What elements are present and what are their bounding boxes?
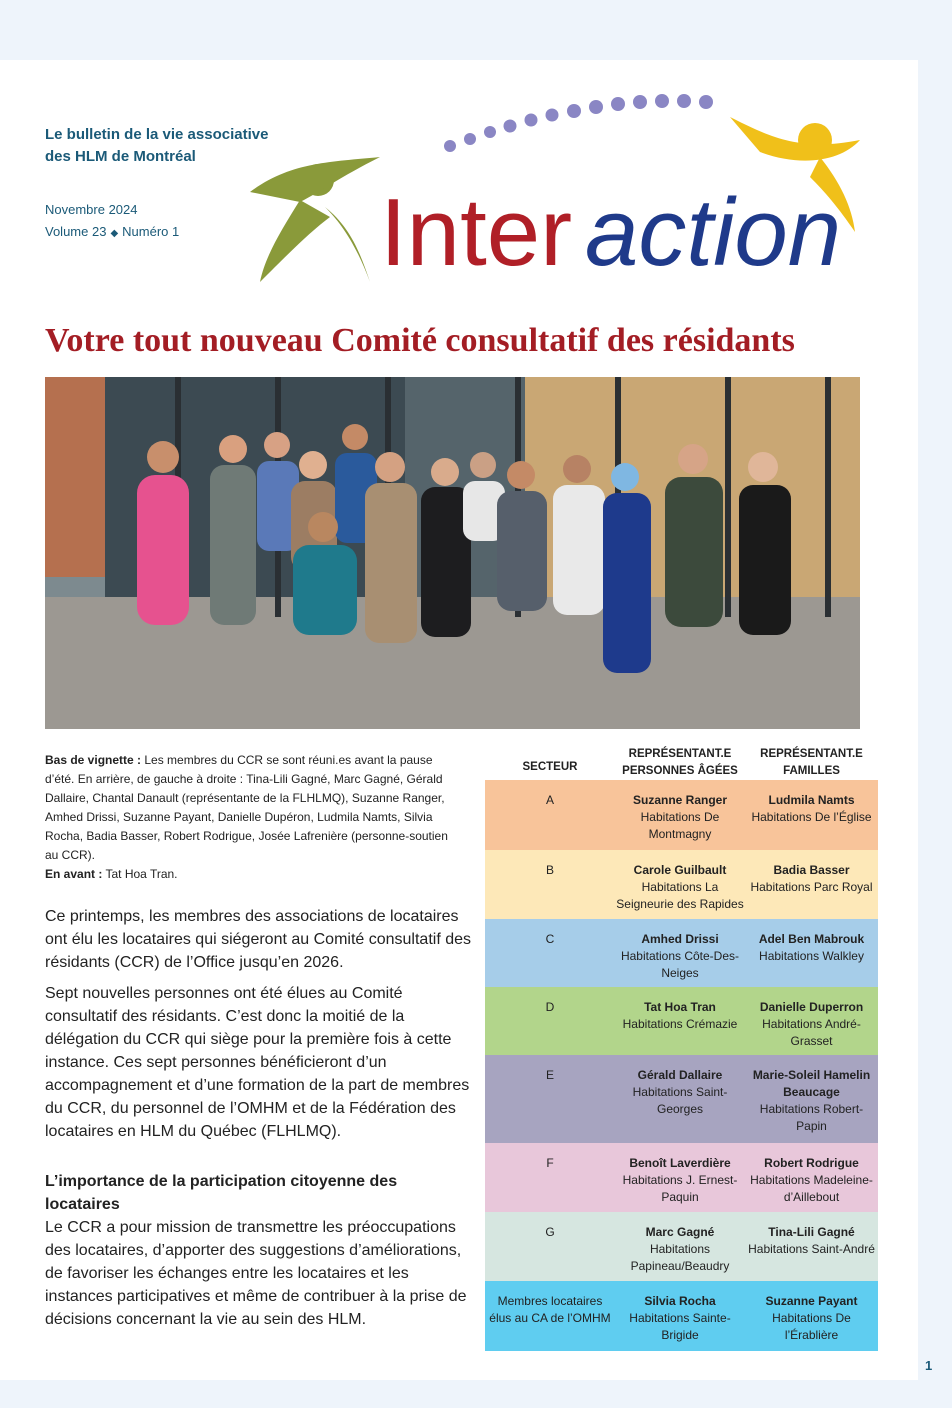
elderly-rep-cell — [615, 792, 745, 843]
caption-label: Bas de vignette : — [45, 753, 142, 767]
sector-label: E — [545, 1068, 554, 1082]
family-rep-name: Ludmila Namts — [768, 793, 855, 807]
table-row — [485, 1143, 878, 1212]
family-rep-name: Badia Basser — [773, 863, 850, 877]
elderly-rep-place: Habitations Sainte-Brigide — [629, 1311, 731, 1342]
elderly-rep-name: Silvia Rocha — [644, 1294, 716, 1308]
family-rep-name: Suzanne Payant — [765, 1294, 858, 1308]
table-body — [485, 780, 878, 1351]
article-subheading: L’importance de la participation citoyenne des locataires — [45, 1173, 398, 1213]
family-rep-place: Habitations De l’Érablière — [772, 1311, 851, 1342]
elderly-rep-name: Carole Guilbault — [633, 863, 727, 877]
caption-front-text: Tat Hoa Tran. — [102, 867, 178, 881]
elderly-rep-cell — [615, 1224, 745, 1275]
family-rep-cell — [745, 931, 878, 965]
family-rep-place: Habitations Walkley — [759, 949, 864, 963]
elderly-rep-name: Amhed Drissi — [641, 932, 719, 946]
sector-cell — [485, 1067, 615, 1084]
elderly-rep-cell — [615, 1293, 745, 1344]
elderly-rep-cell — [615, 931, 745, 982]
elderly-rep-place: Habitations La Seigneurie des Rapides — [616, 880, 744, 911]
sector-label: D — [545, 1000, 555, 1014]
number-label: Numéro 1 — [122, 224, 180, 239]
page-number: 1 — [925, 1358, 933, 1373]
sector-label: C — [545, 932, 555, 946]
table-row — [485, 1055, 878, 1143]
sector-cell — [485, 931, 615, 948]
table-header-row — [485, 740, 878, 780]
family-rep-cell — [745, 792, 878, 826]
family-rep-name: Adel Ben Mabrouk — [758, 932, 865, 946]
header-elderly-line-1: REPRÉSENTANT.E — [628, 748, 732, 760]
family-rep-place: Habitations Parc Royal — [750, 880, 873, 894]
elderly-rep-place: Habitations Papineau/Beaudry — [630, 1242, 730, 1273]
family-rep-place: Habitations Robert-Papin — [759, 1102, 864, 1133]
elderly-rep-name: Benoît Laverdière — [629, 1156, 731, 1170]
family-rep-cell — [745, 862, 878, 896]
table-row — [485, 1281, 878, 1351]
caption-text: Les membres du CCR se sont réuni.es avant la pause d’été. En arrière, de gauche à droite : Tina-Lili Gagné, Marc Gagné, Gérald Dallaire, Chantal Danault (représentante de la FLHLMQ), Suzanne Ranger, Amhed Drissi, Suzanne Payant, Danielle Dupéron, Ludmila Namts, Silvia Rocha, Badia Basser, Robert Rodrigue, Josée Lafrenière (personne-soutien au CCR). — [45, 753, 448, 862]
header-family-line-2: FAMILLES — [783, 765, 840, 777]
family-rep-cell — [745, 1067, 878, 1135]
elderly-rep-cell — [615, 1067, 745, 1118]
sector-cell — [485, 1293, 615, 1327]
logo-word-action: action — [585, 179, 842, 286]
logo-dots-arc — [444, 94, 713, 152]
elderly-rep-place: Habitations Saint-Georges — [632, 1085, 728, 1116]
caption-front-label: En avant : — [45, 867, 103, 881]
family-rep-name: Danielle Duperron — [759, 1000, 864, 1014]
issue-date: Novembre 2024 — [45, 202, 138, 217]
tagline-line-1: Le bulletin de la vie associative — [45, 126, 269, 143]
header-family-line-1: REPRÉSENTANT.E — [760, 748, 863, 760]
family-rep-cell — [745, 1224, 878, 1258]
elderly-rep-place: Habitations De Montmagny — [640, 810, 720, 841]
header-elderly — [615, 746, 745, 780]
elderly-rep-cell — [615, 862, 745, 913]
sector-label: Membres locataires élus au CA de l’OMHM — [489, 1294, 611, 1325]
sector-cell — [485, 1155, 615, 1172]
sector-cell — [485, 792, 615, 809]
elderly-rep-place: Habitations J. Ernest-Paquin — [622, 1173, 738, 1204]
family-rep-name: Robert Rodrigue — [764, 1156, 859, 1170]
elderly-rep-place: Habitations Côte-Des-Neiges — [620, 949, 740, 980]
group-photo — [45, 377, 860, 729]
article-paragraph-1: Ce printemps, les membres des associations de locataires ont élu les locataires qui siégeront au Comité consultatif des résidants (CCR) de l’Office jusqu’en 2026. — [45, 908, 472, 971]
family-rep-name: Tina-Lili Gagné — [768, 1225, 855, 1239]
logo-green-figure — [250, 157, 380, 282]
family-rep-place: Habitations Madeleine-d’Aillebout — [750, 1173, 873, 1204]
elderly-rep-place: Habitations Crémazie — [622, 1017, 738, 1031]
header-elderly-line-2: PERSONNES ÂGÉES — [622, 765, 738, 777]
diamond-separator-icon: ◆ — [110, 228, 119, 239]
family-rep-name: Marie-Soleil Hamelin Beaucage — [752, 1068, 871, 1099]
logo-word-inter: Inter — [380, 179, 573, 286]
interaction-logo — [240, 82, 880, 292]
article-paragraph-2: Sept nouvelles personnes ont été élues au Comité consultatif des résidants. C’est donc la moitié de la délégation du CCR qui siège pour la première fois à cette instance. Ces sept personnes bénéficieront d’un accompagnement et d’une formation de la part de membres du CCR, du personnel de l’OMHM et de la Fédération des locataires en HLM du Québec (FLHLMQ). — [45, 985, 470, 1140]
family-rep-cell — [745, 1155, 878, 1206]
elderly-rep-name: Gérald Dallaire — [637, 1068, 723, 1082]
elderly-rep-name: Tat Hoa Tran — [644, 1000, 716, 1014]
sector-label: F — [546, 1156, 554, 1170]
table-row — [485, 987, 878, 1055]
header-family — [745, 746, 878, 780]
table-row — [485, 1212, 878, 1281]
article-paragraph-3: Le CCR a pour mission de transmettre les préoccupations des locataires, d’apporter des suggestions d’améliorations, de favoriser les échanges entre les locataires et les instances participatives et même de contribuer à la prise de décisions concernant la vie au sein des HLM. — [45, 1219, 467, 1328]
elderly-rep-cell — [615, 1155, 745, 1206]
volume-label: Volume 23 — [45, 224, 107, 239]
issue-volume — [45, 221, 179, 245]
sector-cell — [485, 862, 615, 879]
tagline-line-2: des HLM de Montréal — [45, 148, 196, 165]
sector-label: B — [545, 863, 554, 877]
family-rep-place: Habitations Saint-André — [748, 1242, 875, 1256]
family-rep-cell — [745, 999, 878, 1050]
table-row — [485, 919, 878, 987]
family-rep-cell — [745, 1293, 878, 1344]
sector-cell — [485, 999, 615, 1016]
page-headline: Votre tout nouveau Comité consultatif des résidants — [45, 322, 795, 359]
header-sector: SECTEUR — [522, 761, 578, 773]
elderly-rep-cell — [615, 999, 745, 1033]
elderly-rep-name: Suzanne Ranger — [632, 793, 728, 807]
table-row — [485, 850, 878, 919]
elderly-rep-name: Marc Gagné — [645, 1225, 715, 1239]
family-rep-place: Habitations De l’Église — [751, 810, 872, 824]
sector-label: G — [545, 1225, 555, 1239]
representatives-table — [485, 740, 878, 1351]
family-rep-place: Habitations André-Grasset — [762, 1017, 861, 1048]
sector-cell — [485, 1224, 615, 1241]
table-row — [485, 780, 878, 850]
sector-label: A — [545, 793, 554, 807]
photo-caption — [45, 751, 460, 884]
